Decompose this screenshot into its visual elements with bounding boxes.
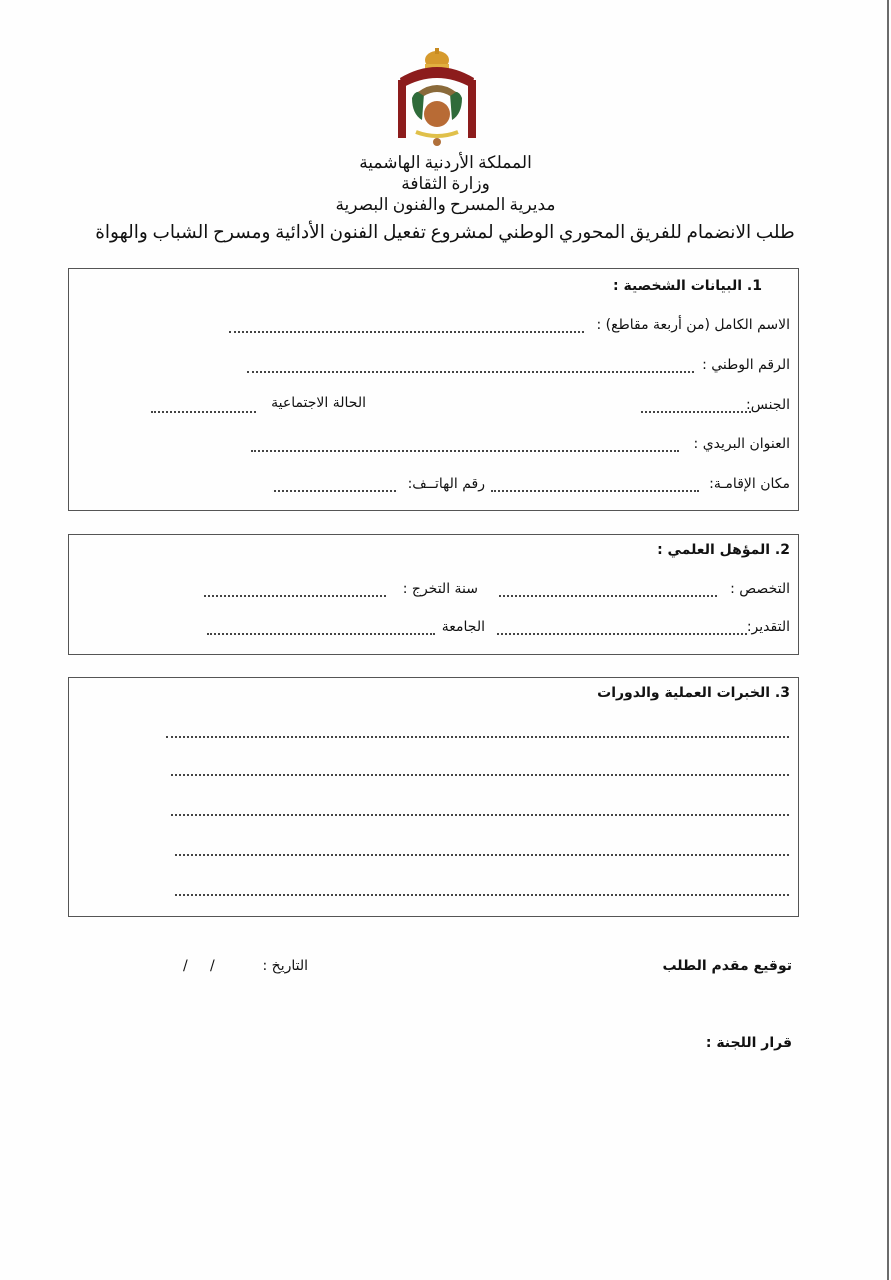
date-label: التاريخ : bbox=[262, 958, 308, 974]
form-title: طلب الانضمام للفريق المحوري الوطني لمشروع تفعيل الفنون الأدائية ومسرح الشباب والهواة bbox=[95, 223, 795, 243]
gender-label: الجنس: bbox=[746, 397, 790, 413]
section-title: 1. البيانات الشخصية : bbox=[612, 278, 762, 294]
national-id-label: الرقم الوطني : bbox=[702, 357, 790, 373]
graduation-year-label: سنة التخرج : bbox=[402, 581, 478, 597]
experience-line[interactable] bbox=[175, 854, 789, 856]
kingdom-name: المملكة الأردنية الهاشمية bbox=[359, 153, 532, 172]
graduation-year-field[interactable] bbox=[204, 595, 386, 597]
national-id-field[interactable] bbox=[247, 371, 694, 373]
grade-field[interactable] bbox=[497, 633, 747, 635]
section-title: 2. المؤهل العلمي : bbox=[657, 542, 790, 558]
experience-section bbox=[68, 677, 799, 917]
specialization-field[interactable] bbox=[499, 595, 717, 597]
full-name-label: الاسم الكامل (من أربعة مقاطع) : bbox=[596, 317, 790, 333]
email-field[interactable] bbox=[251, 450, 679, 452]
experience-line[interactable] bbox=[166, 736, 789, 738]
phone-field[interactable] bbox=[274, 490, 396, 492]
ministry-name: وزارة الثقافة bbox=[401, 174, 490, 193]
experience-line[interactable] bbox=[171, 814, 789, 816]
marital-status-field[interactable] bbox=[151, 411, 256, 413]
academic-qualification-section bbox=[68, 534, 799, 655]
date-field[interactable]: / / bbox=[183, 958, 215, 974]
personal-data-section bbox=[68, 268, 799, 511]
full-name-field[interactable] bbox=[229, 331, 584, 333]
residence-field[interactable] bbox=[491, 490, 699, 492]
university-field[interactable] bbox=[207, 633, 435, 635]
experience-line[interactable] bbox=[171, 774, 789, 776]
residence-label: مكان الإقامـة: bbox=[709, 476, 790, 492]
gender-field[interactable] bbox=[641, 411, 751, 413]
phone-label: رقم الهاتــف: bbox=[407, 476, 485, 492]
experience-line[interactable] bbox=[175, 894, 789, 896]
specialization-label: التخصص : bbox=[730, 581, 790, 597]
directorate-name: مديرية المسرح والفنون البصرية bbox=[335, 195, 556, 214]
email-label: العنوان البريدي : bbox=[693, 436, 790, 452]
section-title: 3. الخبرات العملية والدورات bbox=[597, 685, 790, 701]
marital-status-label: الحالة الاجتماعية bbox=[271, 395, 366, 411]
coat-of-arms-icon bbox=[394, 48, 480, 148]
committee-decision-label: قرار اللجنة : bbox=[705, 1035, 792, 1051]
university-label: الجامعة bbox=[441, 619, 485, 635]
signature-label: توقيع مقدم الطلب bbox=[662, 958, 792, 974]
grade-label: التقدير: bbox=[746, 619, 790, 635]
